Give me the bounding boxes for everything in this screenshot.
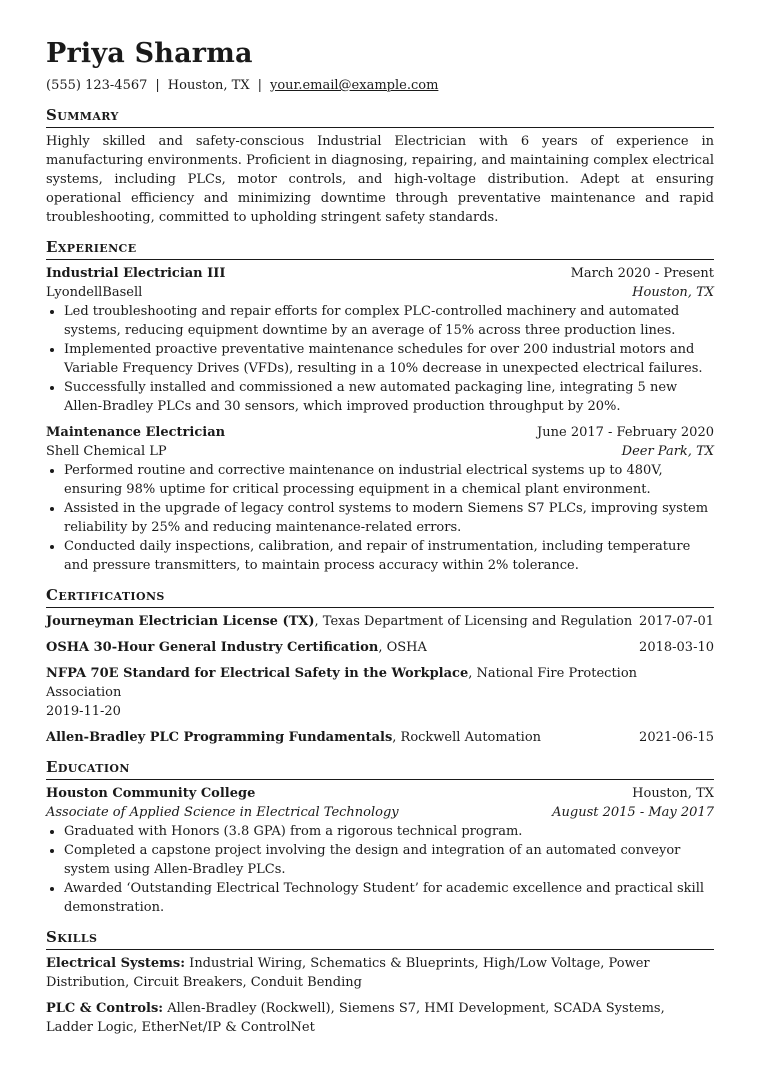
certification-name: Journeyman Electrician License (TX) bbox=[46, 614, 315, 629]
skill-group-label: Electrical Systems: bbox=[46, 956, 186, 971]
section-title-summary: Summary bbox=[46, 106, 714, 128]
job-dates: June 2017 - February 2020 bbox=[537, 425, 714, 440]
bullet-item: • Successfully installed and commissioned a new automated packaging line, integrating 5 new Allen-Bradley PLCs and 30 sensors, which improved production throughput by 20%. bbox=[64, 378, 714, 416]
job-role: Industrial Electrician III bbox=[46, 266, 226, 281]
bullet-item: • Completed a capstone project involving the design and integration of an automated conveyor system using Allen-Bradley PLCs. bbox=[64, 841, 714, 879]
certification-date: 2018-03-10 bbox=[639, 640, 714, 655]
resume-page bbox=[46, 38, 714, 1044]
certification-name: OSHA 30-Hour General Industry Certification bbox=[46, 640, 379, 655]
section-title-education: Education bbox=[46, 758, 714, 780]
section-title-certifications: Certifications bbox=[46, 586, 714, 608]
certification-issuer: , Rockwell Automation bbox=[392, 730, 542, 745]
bullet-item: • Assisted in the upgrade of legacy control systems to modern Siemens S7 PLCs, improving system reliability by 25% and reducing maintenance-related errors. bbox=[64, 499, 714, 537]
job-subheader bbox=[46, 442, 714, 461]
job-company: Shell Chemical LP bbox=[46, 444, 167, 459]
bullet-item: • Graduated with Honors (3.8 GPA) from a rigorous technical program. bbox=[64, 822, 714, 841]
job-location: Deer Park, TX bbox=[621, 444, 714, 459]
certifications-section bbox=[46, 586, 714, 747]
job-entry bbox=[46, 423, 714, 575]
education-subheader bbox=[46, 803, 714, 822]
education-dates: August 2015 - May 2017 bbox=[552, 805, 714, 820]
bullet-item: • Awarded ‘Outstanding Electrical Technology Student’ for academic excellence and practical skill demonstration. bbox=[64, 879, 714, 917]
job-company: LyondellBasell bbox=[46, 285, 143, 300]
candidate-name: Priya Sharma bbox=[46, 38, 253, 69]
certification-item bbox=[46, 612, 714, 631]
certification-name: NFPA 70E Standard for Electrical Safety in the Workplace bbox=[46, 666, 469, 681]
certification-date: 2021-06-15 bbox=[639, 730, 714, 745]
job-bullets bbox=[46, 461, 714, 575]
contact-separator: | bbox=[155, 78, 160, 93]
bullet-item: • Performed routine and corrective maintenance on industrial electrical systems up to 480V, ensuring 98% uptime for critical processing equipment in a chemical plant environment. bbox=[64, 461, 714, 499]
section-title-skills: Skills bbox=[46, 928, 714, 950]
summary-text: Highly skilled and safety-conscious Industrial Electrician with 6 years of experience in manufacturing environments. Proficient in diagnosing, repairing, and maintaining complex electrical systems, including PLCs, motor controls, and high-voltage distribution. Adept at ensuring operational efficiency and minimizing downtime through preventative maintenance and rapid troubleshooting, committed to upholding stringent safety standards. bbox=[46, 134, 714, 225]
school-name: Houston Community College bbox=[46, 786, 256, 801]
certification-name: Allen-Bradley PLC Programming Fundamentals bbox=[46, 730, 393, 745]
skills-section bbox=[46, 928, 714, 1037]
job-dates: March 2020 - Present bbox=[570, 266, 714, 281]
skill-group-label: PLC & Controls: bbox=[46, 1001, 164, 1016]
job-entry bbox=[46, 264, 714, 416]
certification-issuer: , OSHA bbox=[378, 640, 427, 655]
job-bullets bbox=[46, 302, 714, 416]
certification-issuer: , Texas Department of Licensing and Regulation bbox=[314, 614, 633, 629]
experience-section bbox=[46, 238, 714, 575]
degree: Associate of Applied Science in Electrical Technology bbox=[46, 805, 399, 820]
summary-section bbox=[46, 106, 714, 227]
education-bullets bbox=[46, 822, 714, 917]
education-section bbox=[46, 758, 714, 917]
certification-item bbox=[46, 664, 714, 721]
bullet-item: • Implemented proactive preventative maintenance schedules for over 200 industrial motors and Variable Frequency Drives (VFDs), resulting in a 10% decrease in unexpected electrical failures. bbox=[64, 340, 714, 378]
job-subheader bbox=[46, 283, 714, 302]
certification-item bbox=[46, 638, 714, 657]
section-title-experience: Experience bbox=[46, 238, 714, 260]
contact-separator: | bbox=[257, 78, 262, 93]
skill-group bbox=[46, 999, 714, 1037]
certification-issuer: , National Fire Protection Association bbox=[46, 666, 638, 700]
job-header bbox=[46, 264, 714, 283]
school-location: Houston, TX bbox=[632, 786, 714, 801]
job-role: Maintenance Electrician bbox=[46, 425, 226, 440]
skill-group-value: Allen-Bradley (Rockwell), Siemens S7, HMI Development, SCADA Systems, Ladder Logic, EtherNet/IP & ControlNet bbox=[46, 1001, 665, 1035]
email-link[interactable]: your.email@example.com bbox=[270, 78, 439, 93]
certification-date: 2017-07-01 bbox=[639, 614, 714, 629]
certification-date: 2019-11-20 bbox=[46, 704, 121, 719]
bullet-item: • Conducted daily inspections, calibration, and repair of instrumentation, including temperature and pressure transmitters, to maintain process accuracy within 2% tolerance. bbox=[64, 537, 714, 575]
certification-item bbox=[46, 728, 714, 747]
phone-number: (555) 123-4567 bbox=[46, 78, 148, 93]
location: Houston, TX bbox=[167, 78, 250, 93]
job-header bbox=[46, 423, 714, 442]
bullet-item: • Led troubleshooting and repair efforts for complex PLC-controlled machinery and automated systems, reducing equipment downtime by an average of 15% across three production lines. bbox=[64, 302, 714, 340]
education-header bbox=[46, 784, 714, 803]
skill-group-value: Industrial Wiring, Schematics & Blueprints, High/Low Voltage, Power Distribution, Circuit Breakers, Conduit Bending bbox=[46, 956, 650, 990]
skill-group bbox=[46, 954, 714, 992]
job-location: Houston, TX bbox=[632, 285, 714, 300]
contact-line bbox=[46, 77, 714, 95]
